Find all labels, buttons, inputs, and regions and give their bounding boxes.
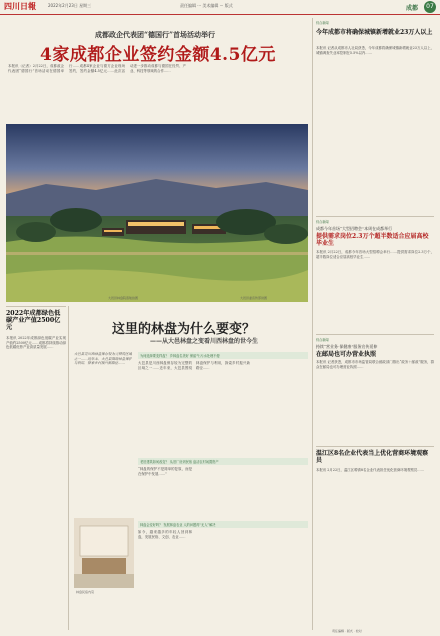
- lead-headline: 4家成都企业签约金额4.5亿元: [40, 45, 276, 65]
- lead-kicker: 成都政企代表团“德国行”首场活动举行: [95, 30, 216, 39]
- column-divider: [68, 306, 69, 630]
- newspaper-logo: 四川日報: [4, 2, 36, 11]
- right-body-3: 本报讯 记者获悉，成都市市场监管局联合邮政部门推出“政务＋邮政”服务，群众在邮局也可办理营业执照……: [316, 360, 434, 369]
- photo-image: [6, 124, 308, 302]
- page-footer: 责任编辑 · 版式 · 校对: [332, 629, 362, 633]
- right-tag-3: 综合新闻: [316, 338, 329, 342]
- issue-date: 2022年2月23日 星期三: [48, 3, 92, 8]
- divider: [316, 334, 434, 335]
- divider: [316, 216, 434, 217]
- inset-image: [74, 518, 134, 588]
- feature-subtitle-1: 为何选择要变样盘？ 乡林盘名美好 保留气·污水处理不便: [140, 354, 220, 358]
- right-tag-2: 综合新闻: [316, 220, 329, 224]
- right-headline-3: 在邮局也可办营业执照: [316, 351, 377, 358]
- right-headline-4: 温江区8名企业代表当上优化营商环境观察员: [316, 450, 429, 464]
- inset-photo: [74, 518, 134, 588]
- right-headline-2: 提供需求岗位2.3万个超半数适合应届高校毕业生: [316, 233, 429, 247]
- feature-subtitle-2: 老旧建筑如何改变？ 从旧厂房到民宿 盘活农村闲置资产: [140, 460, 219, 464]
- divider: [6, 306, 66, 307]
- inset-caption: 林盘民宿内景: [76, 590, 95, 594]
- feature-subhead: ——从大邑林盘之变看川西林盘的世今生: [150, 338, 259, 345]
- section-name: 成都: [405, 5, 418, 12]
- edition-info: 责任编辑 ··· 美术编辑 ··· 版式: [180, 3, 233, 8]
- right-column-divider: [312, 18, 313, 630]
- feature-headline: 这里的林盘为什么要变？: [112, 322, 256, 337]
- feature-section-3: 如今，越来越多的年轻人回到林盘，发展民宿、文创、农业……: [138, 530, 192, 539]
- feature-subtitle-bar-2: [138, 458, 308, 465]
- feature-subtitle-3: 林盘会变好吗？ 发展林盘农业 人的问题再“无人”解决: [140, 523, 216, 527]
- feature-section-2: “林盘的保护不是简单的复原，而是在保护中发展……”: [138, 467, 192, 476]
- left-story-headline: 2022年成都绿色低碳产业产值2500亿元: [6, 310, 61, 331]
- right-prehead-2: 成都今年首场“大型招聘会”本周在成都举行: [316, 226, 393, 231]
- right-body-2: 本报讯 2月22日，成都今年首场大型招聘会举行……提供需求岗位2.3万个，超半数岗位适合应届高校毕业生……: [316, 250, 434, 259]
- divider: [316, 446, 434, 447]
- left-story-body: 本报讯 2022年成都绿色低碳产业实现产值约2500亿元……成都将持续推动绿色低碳优势产业高质量发展……: [6, 336, 66, 350]
- photo-caption: 大邑县林盘院落航拍图: [108, 296, 139, 300]
- forest-settlement-photo: [6, 124, 308, 302]
- right-tag-1: 综合新闻: [316, 21, 329, 25]
- right-body-4: 本报讯 2月22日，温江区聘请8名企业代表担任优化营商环境观察员……: [316, 468, 425, 472]
- right-headline-1: 今年成都市将确保城镇新增就业23万人以上: [316, 29, 433, 36]
- page-number-badge: 07: [424, 1, 436, 13]
- feature-subtitle-bar-3: [138, 521, 308, 528]
- feature-subtitle-bar-1: [138, 352, 308, 359]
- photo-credit: 大邑县委宣传部供图: [240, 296, 268, 300]
- right-prehead-3: 持续“营业务·保健康”服务宣传延伸: [316, 344, 378, 349]
- feature-section-1: 大邑县是川西林盘保存较为完整的区域之一……近年来，大邑县围绕林盘保护与利用，探索乡村振兴新路径……: [138, 361, 250, 370]
- masthead: [0, 0, 440, 15]
- lead-body: 本报讯（记者）2月22日，成都政企代表团“德国行”首场活动在德国举行……成都4家企业与德方企业现场签约，签约金额4.5亿元……此次活动进一步推动成都与德国在经贸、产业、科技等领域的合作……: [8, 64, 186, 73]
- feature-intro: 大邑县是川西林盘保存较为完整的区域之一……近年来，大邑县围绕林盘保护与利用，探索乡村振兴新路径……: [74, 352, 132, 366]
- right-body-1: 本报讯 记者从成都市人社局获悉，今年成都将确保城镇新增就业23万人以上，城镇调查失业率控制在5.5%以内……: [316, 46, 434, 55]
